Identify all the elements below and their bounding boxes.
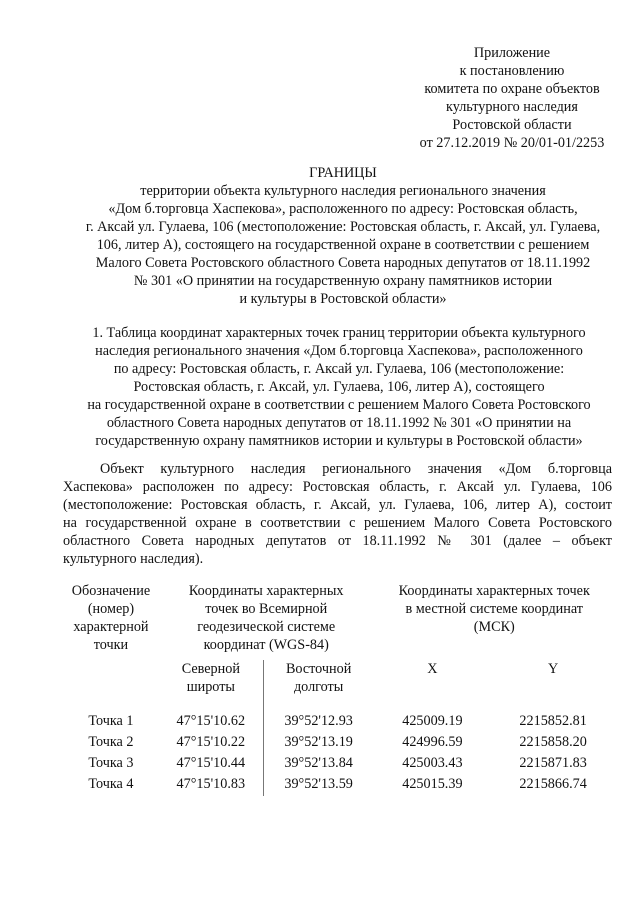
cell-x: 425003.43 xyxy=(402,754,463,771)
header-designation xyxy=(63,582,159,710)
title-line: «Дом б.торговца Хаспекова», расположенного по адресу: Ростовская область, xyxy=(108,201,578,217)
header-designation-line: (номер) xyxy=(87,601,135,617)
appendix-line: Приложение xyxy=(473,45,551,61)
subheader-line: Северной xyxy=(181,661,240,677)
table-header-row xyxy=(63,582,615,660)
document-title xyxy=(80,164,606,308)
section-line: наследия регионального значения «Дом б.торговца Хаспекова», расположенного xyxy=(95,343,583,359)
subheader-x: X xyxy=(427,661,438,677)
table-row xyxy=(63,710,615,731)
table-row xyxy=(63,752,615,773)
title-line: Малого Совета Ростовского областного Совета народных депутатов от 18.11.1992 xyxy=(95,255,591,271)
cell-x: 425009.19 xyxy=(402,712,463,729)
cell-y: 2215871.83 xyxy=(519,754,587,771)
header-msk-line: в местной системе координат xyxy=(405,601,584,617)
title-line: 106, литер А), состоящего на государственной охране в соответствии с решением xyxy=(96,237,590,253)
paragraph-line: Объект культурного наследия регионального значения «Дом б.торговца xyxy=(100,461,612,477)
cell-latitude: 47°15'10.62 xyxy=(159,710,263,731)
appendix-line: комитета по охране объектов xyxy=(424,81,600,97)
section-line: 1. Таблица координат характерных точек границ территории объекта культурного xyxy=(92,325,586,341)
header-wgs-line: точек во Всемирной xyxy=(205,601,328,617)
appendix-line: культурного наследия xyxy=(446,99,578,115)
title-heading: ГРАНИЦЫ xyxy=(309,165,377,181)
header-wgs84 xyxy=(159,582,374,660)
paragraph-line: Хаспекова» расположен по адресу: Ростовская область, г. Аксай ул. Гулаева, 106 xyxy=(63,479,612,495)
cell-x: 424996.59 xyxy=(402,733,463,750)
cell-latitude: 47°15'10.22 xyxy=(159,731,263,752)
cell-longitude: 39°52'13.59 xyxy=(284,775,353,792)
paragraph-line: культурного наследия). xyxy=(63,551,204,567)
cell-y: 2215858.20 xyxy=(519,733,587,750)
section-line: областного Совета народных депутатов от 18.11.1992 № 301 «О принятии на xyxy=(106,415,572,431)
title-line: г. Аксай ул. Гулаева, 106 (местоположение: Ростовская область, г. Аксай, ул. Гулаева, xyxy=(85,219,601,235)
table-row xyxy=(63,773,615,796)
title-line: территории объекта культурного наследия регионального значения xyxy=(140,183,546,199)
header-designation-line: Обозначение xyxy=(71,583,151,599)
appendix-date-number: от 27.12.2019 № 20/01-01/2253 xyxy=(419,135,605,151)
paragraph-line: на государственной охране в соответствии с решением Малого Совета Ростовского xyxy=(63,515,612,531)
header-designation-line: характерной xyxy=(73,619,149,635)
cell-longitude: 39°52'13.84 xyxy=(284,754,353,771)
header-msk xyxy=(374,582,615,660)
title-line: № 301 «О принятии на государственную охрану памятников истории xyxy=(133,273,553,289)
cell-longitude: 39°52'12.93 xyxy=(284,712,353,729)
section-1-heading xyxy=(64,324,614,450)
paragraph-line: областного Совета народных депутатов от 18.11.1992 № 301 (далее – объект xyxy=(63,533,612,549)
cell-y: 2215852.81 xyxy=(519,712,587,729)
cell-latitude: 47°15'10.83 xyxy=(159,773,263,796)
cell-y: 2215866.74 xyxy=(519,775,587,792)
cell-x: 425015.39 xyxy=(402,775,463,792)
coordinates-table xyxy=(63,582,615,796)
header-wgs-line: геодезической системе xyxy=(197,619,336,635)
header-msk-line: (МСК) xyxy=(473,619,515,635)
appendix-header xyxy=(392,44,632,152)
subheader-north-latitude xyxy=(159,660,263,710)
cell-point: Точка 2 xyxy=(88,733,134,750)
cell-longitude: 39°52'13.19 xyxy=(284,733,353,750)
section-line: по адресу: Ростовская область, г. Аксай ул. Гулаева, 106 (местоположение: xyxy=(113,361,565,377)
title-line: и культуры в Ростовской области» xyxy=(239,291,447,307)
section-line: на государственной охране в соответствии с решением Малого Совета Ростовского xyxy=(87,397,591,413)
section-line: государственную охрану памятников истории и культуры в Ростовской области» xyxy=(95,433,583,449)
header-wgs-line: координат (WGS-84) xyxy=(203,637,329,653)
paragraph-line: (местоположение: Ростовская область, г. Аксай, ул. Гулаева, 106, литер А), состоит xyxy=(63,497,612,513)
subheader-line: широты xyxy=(186,679,235,695)
subheader-east-longitude xyxy=(263,660,373,710)
cell-point: Точка 1 xyxy=(88,712,134,729)
appendix-line: к постановлению xyxy=(459,63,565,79)
appendix-line: Ростовской области xyxy=(452,117,572,133)
subheader-y: Y xyxy=(548,661,559,677)
cell-point: Точка 4 xyxy=(88,775,134,792)
cell-point: Точка 3 xyxy=(88,754,134,771)
header-designation-line: точки xyxy=(93,637,129,653)
object-description-paragraph xyxy=(63,460,612,568)
header-msk-line: Координаты характерных точек xyxy=(398,583,590,599)
subheader-line: Восточной xyxy=(285,661,352,677)
subheader-line: долготы xyxy=(293,679,344,695)
header-wgs-line: Координаты характерных xyxy=(188,583,344,599)
cell-latitude: 47°15'10.44 xyxy=(159,752,263,773)
table-row xyxy=(63,731,615,752)
section-line: Ростовская область, г. Аксай, ул. Гулаева, 106, литер А), состоящего xyxy=(133,379,545,395)
